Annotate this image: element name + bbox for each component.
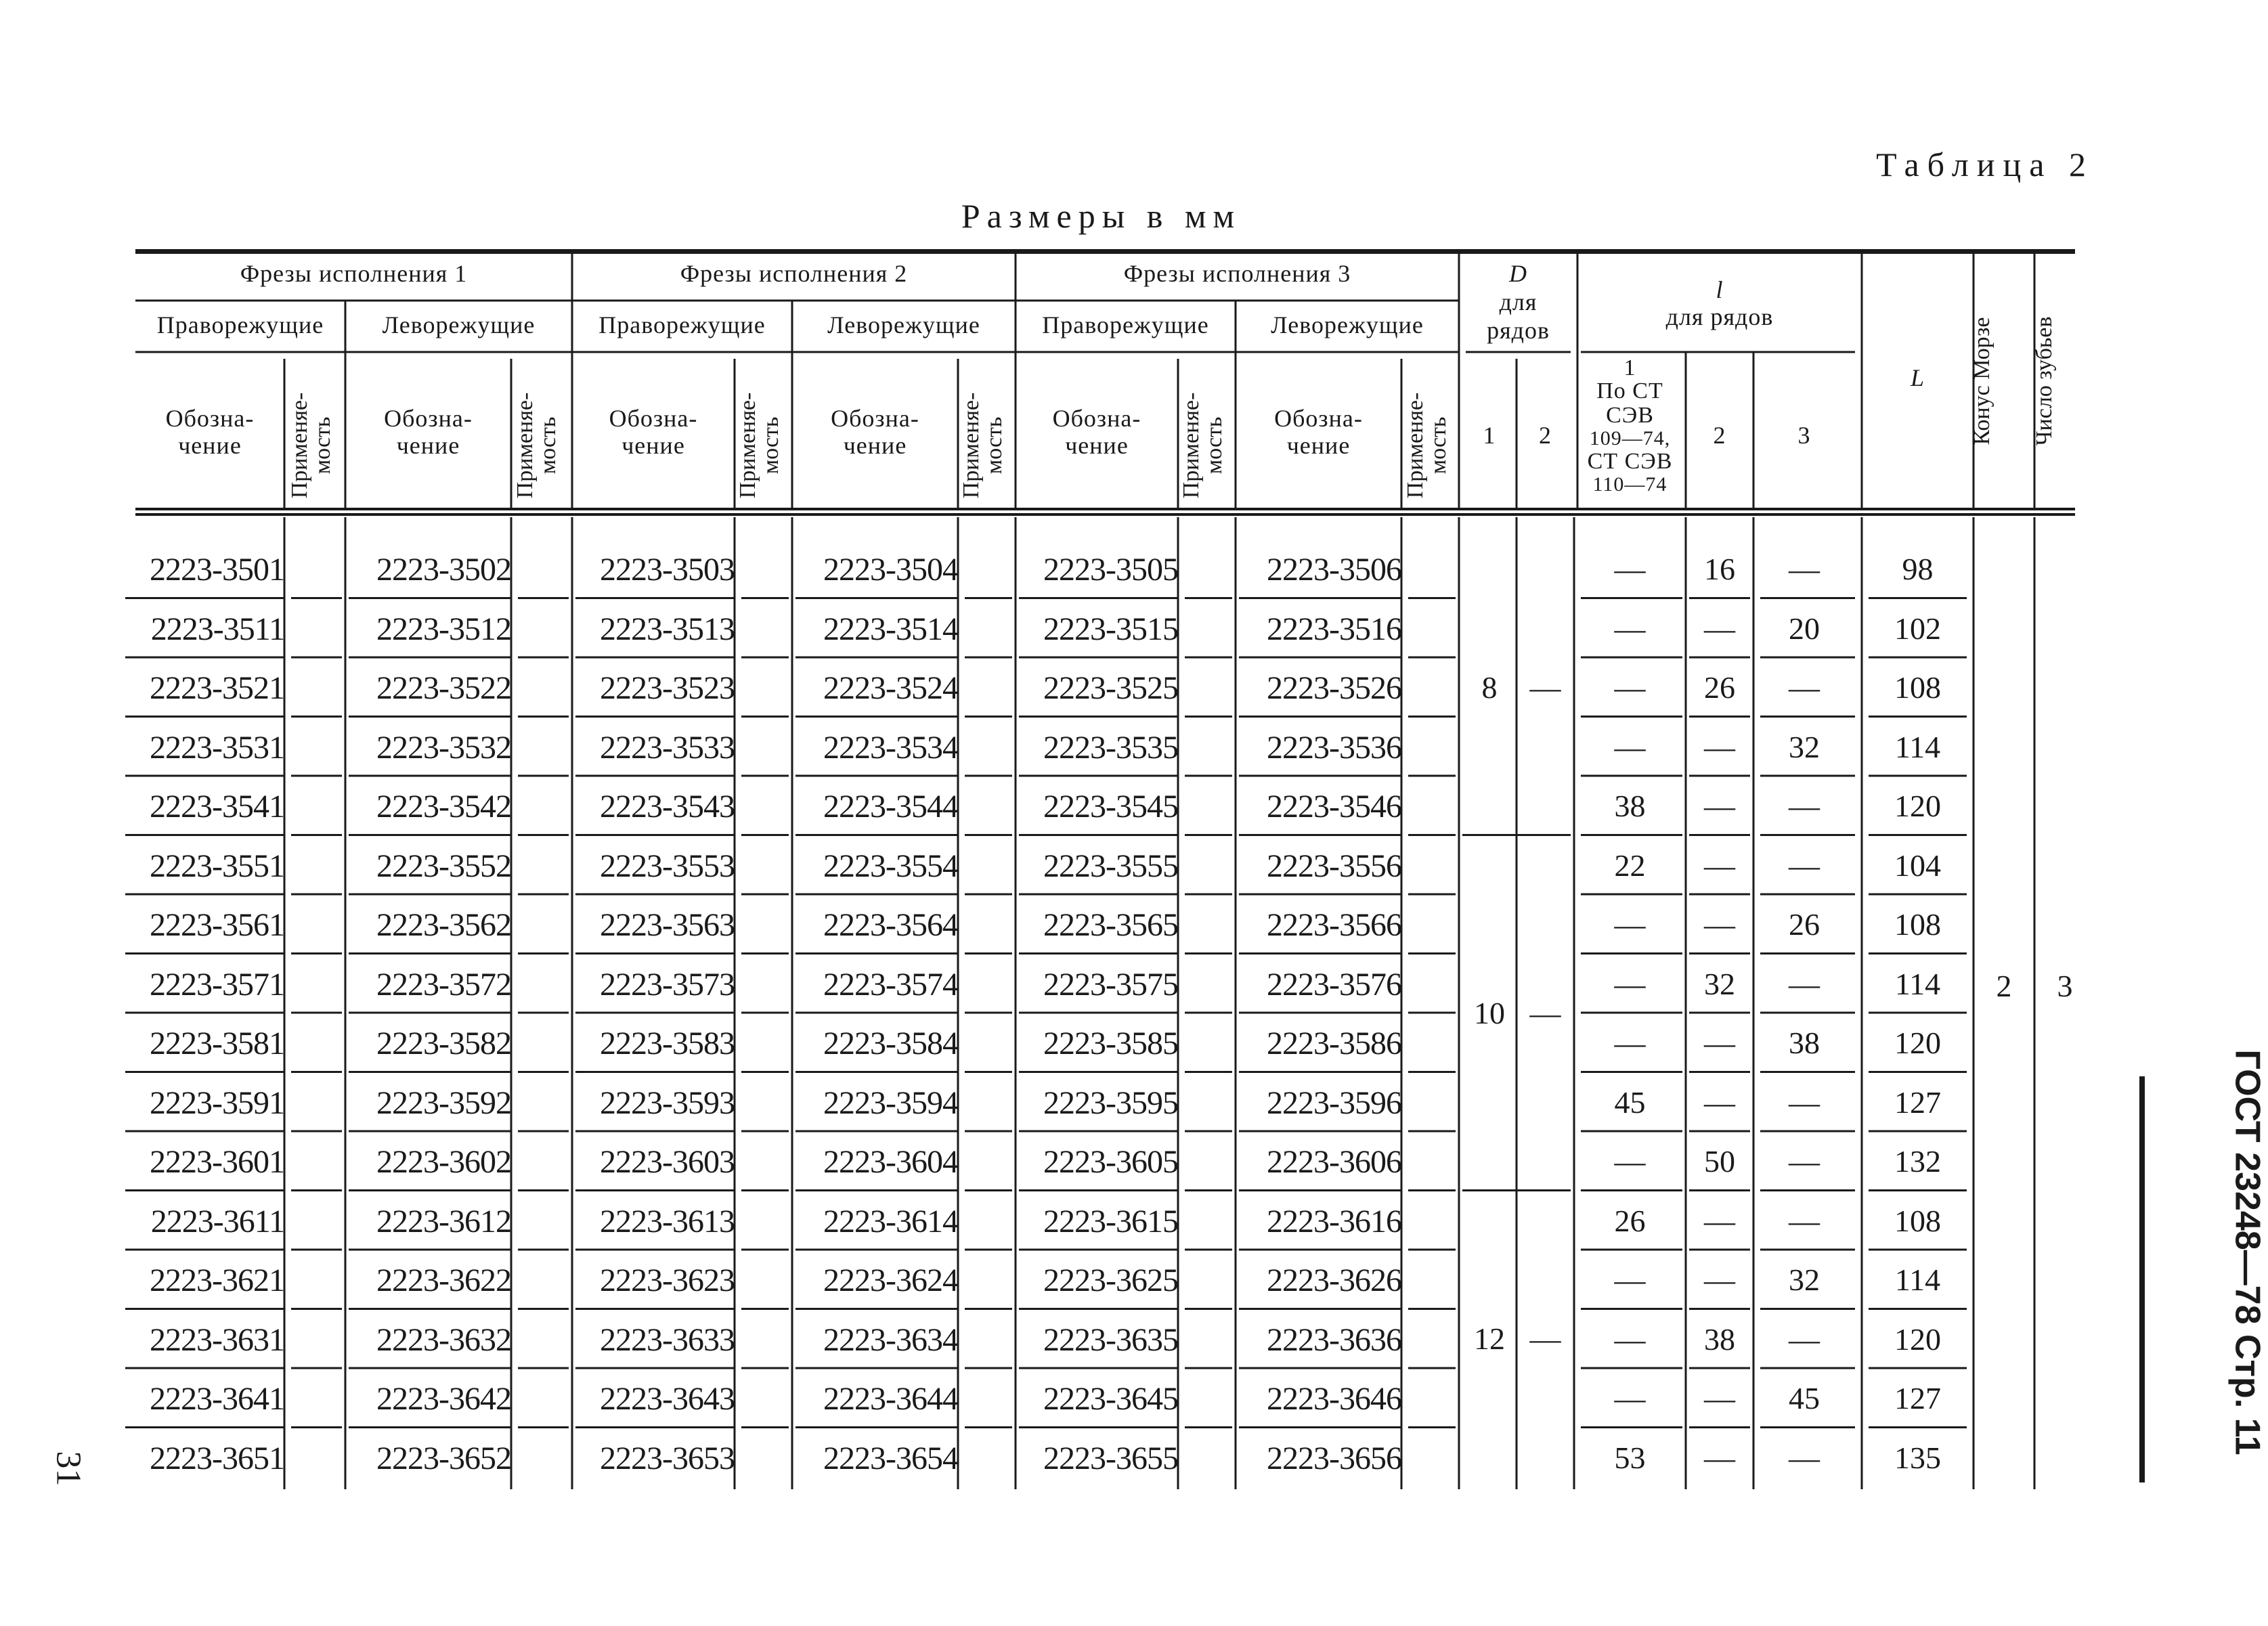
header-v3-left-cut: Леворежущие bbox=[1271, 311, 1424, 338]
header-applicability-line-2: мость bbox=[536, 416, 561, 475]
header-applicability-line-1: Применяе- bbox=[735, 392, 760, 499]
cell-v3-right-designation: 2223-3575 bbox=[1043, 966, 1178, 1003]
cell-v1-left-designation: 2223-3562 bbox=[376, 907, 511, 943]
cell-v2-left-designation: 2223-3524 bbox=[823, 670, 958, 706]
cell-v2-right-designation: 2223-3603 bbox=[600, 1144, 735, 1180]
cell-v1-right-designation: 2223-3601 bbox=[150, 1144, 284, 1180]
cell-l-row1: 22 bbox=[1614, 848, 1646, 883]
cell-l-row2: — bbox=[1704, 1440, 1735, 1475]
cell-v3-right-designation: 2223-3555 bbox=[1043, 848, 1178, 884]
cell-v1-left-designation: 2223-3572 bbox=[376, 966, 511, 1003]
cell-v3-right-designation: 2223-3615 bbox=[1043, 1203, 1178, 1239]
header-l-row-3: 3 bbox=[1797, 422, 1811, 449]
cell-l-row3: — bbox=[1789, 1203, 1820, 1238]
cell-l-row3: 38 bbox=[1789, 1026, 1820, 1060]
header-l-for-rows: для рядов bbox=[1665, 303, 1774, 330]
cell-big-l: 132 bbox=[1894, 1144, 1941, 1179]
cell-v2-right-designation: 2223-3613 bbox=[600, 1203, 735, 1239]
units-caption: Размеры в мм bbox=[961, 197, 1242, 235]
cell-v3-left-designation: 2223-3586 bbox=[1267, 1026, 1401, 1061]
cell-v3-right-designation: 2223-3635 bbox=[1043, 1321, 1178, 1358]
cell-l-row1: — bbox=[1614, 1321, 1646, 1357]
cell-v1-right-designation: 2223-3521 bbox=[150, 670, 284, 706]
header-designation-6: Обозна- bbox=[1274, 405, 1363, 432]
cell-v2-right-designation: 2223-3503 bbox=[600, 552, 735, 588]
header-designation-6: чение bbox=[1286, 432, 1351, 459]
header-variant-2: Фрезы исполнения 2 bbox=[680, 260, 908, 287]
cell-l-row3: — bbox=[1789, 966, 1820, 1001]
cell-v1-left-designation: 2223-3582 bbox=[376, 1026, 511, 1061]
cell-v3-left-designation: 2223-3646 bbox=[1267, 1381, 1401, 1417]
gost-side-rule bbox=[2139, 1076, 2145, 1482]
cell-big-l: 114 bbox=[1894, 1262, 1941, 1297]
cell-v1-right-designation: 2223-3621 bbox=[150, 1262, 284, 1298]
cell-d-row1: 10 bbox=[1474, 996, 1505, 1030]
cell-v2-left-designation: 2223-3544 bbox=[823, 789, 958, 825]
cell-v2-right-designation: 2223-3623 bbox=[600, 1262, 735, 1298]
cell-v2-right-designation: 2223-3563 bbox=[600, 907, 735, 943]
cell-v1-right-designation: 2223-3561 bbox=[150, 907, 284, 943]
cell-v3-right-designation: 2223-3515 bbox=[1043, 611, 1178, 647]
header-v1-left-cut: Леворежущие bbox=[382, 311, 536, 338]
cell-v2-left-designation: 2223-3564 bbox=[823, 907, 958, 943]
cell-v2-left-designation: 2223-3554 bbox=[823, 848, 958, 884]
header-designation-4: чение bbox=[843, 432, 907, 459]
gost-side-title: ГОСТ 23248—78 Стр. 11 bbox=[2227, 1049, 2267, 1455]
cell-teeth-count: 3 bbox=[2057, 969, 2073, 1003]
cell-l-row1: — bbox=[1614, 670, 1646, 705]
cell-l-row2: — bbox=[1704, 1084, 1735, 1120]
cell-v2-left-designation: 2223-3624 bbox=[823, 1262, 958, 1298]
cell-l-row1: — bbox=[1614, 907, 1646, 942]
cell-v3-left-designation: 2223-3596 bbox=[1267, 1084, 1401, 1121]
cell-v2-left-designation: 2223-3644 bbox=[823, 1381, 958, 1417]
cell-l-row3: — bbox=[1789, 1321, 1820, 1357]
cell-l-row1: 38 bbox=[1614, 789, 1646, 823]
cell-v3-left-designation: 2223-3566 bbox=[1267, 907, 1401, 943]
cell-v1-left-designation: 2223-3592 bbox=[376, 1084, 511, 1121]
cell-v1-right-designation: 2223-3641 bbox=[150, 1381, 284, 1417]
cell-v2-left-designation: 2223-3584 bbox=[823, 1026, 958, 1061]
cell-l-row3: 32 bbox=[1789, 1262, 1820, 1297]
cell-v1-right-designation: 2223-3611 bbox=[150, 1203, 284, 1239]
cell-v1-left-designation: 2223-3632 bbox=[376, 1321, 511, 1358]
header-l-row-2: 2 bbox=[1713, 422, 1726, 449]
cell-l-row2: 16 bbox=[1704, 552, 1735, 586]
cell-l-row1: 45 bbox=[1614, 1084, 1646, 1120]
header-applicability-line-2: мость bbox=[982, 416, 1007, 475]
cell-v1-right-designation: 2223-3551 bbox=[150, 848, 284, 884]
cell-v3-right-designation: 2223-3505 bbox=[1043, 552, 1178, 588]
cell-l-row2: — bbox=[1704, 1203, 1735, 1238]
cell-v3-left-designation: 2223-3656 bbox=[1267, 1440, 1401, 1476]
cell-v2-right-designation: 2223-3573 bbox=[600, 966, 735, 1003]
cell-l-row1: — bbox=[1614, 729, 1646, 764]
table-row bbox=[0, 1252, 2202, 1312]
header-designation-2: чение bbox=[396, 432, 460, 459]
cell-l-row3: — bbox=[1789, 552, 1820, 586]
table-row bbox=[0, 778, 2202, 838]
header-v1-right-cut: Праворежущие bbox=[156, 311, 324, 338]
cell-v1-left-designation: 2223-3532 bbox=[376, 729, 511, 766]
cell-l-row1: 53 bbox=[1614, 1440, 1646, 1475]
cell-l-row3: — bbox=[1789, 848, 1820, 883]
cell-l-row3: — bbox=[1789, 1440, 1820, 1475]
cell-d-row2: — bbox=[1529, 1321, 1561, 1357]
header-l-row-1: 1 bbox=[1623, 355, 1636, 380]
table-row bbox=[0, 1075, 2202, 1135]
cell-l-row2: 26 bbox=[1704, 670, 1735, 705]
cell-v1-right-designation: 2223-3571 bbox=[150, 966, 284, 1003]
cell-v2-right-designation: 2223-3553 bbox=[600, 848, 735, 884]
cell-v2-left-designation: 2223-3594 bbox=[823, 1084, 958, 1121]
table-row bbox=[0, 1134, 2202, 1193]
table-row bbox=[0, 542, 2202, 601]
cell-big-l: 108 bbox=[1894, 907, 1941, 942]
cell-v1-right-designation: 2223-3541 bbox=[150, 789, 284, 825]
cell-l-row2: — bbox=[1704, 1262, 1735, 1297]
cell-big-l: 120 bbox=[1894, 1321, 1941, 1357]
header-applicability-line-1: Применяе- bbox=[959, 392, 984, 499]
table-row bbox=[0, 897, 2202, 957]
cell-d-row1: 12 bbox=[1474, 1321, 1505, 1357]
cell-d-row2: — bbox=[1529, 996, 1561, 1030]
cell-d-row1: 8 bbox=[1481, 669, 1498, 705]
cell-v1-left-designation: 2223-3652 bbox=[376, 1440, 511, 1476]
cell-v3-right-designation: 2223-3535 bbox=[1043, 729, 1178, 766]
header-designation-1: Обозна- bbox=[165, 405, 255, 432]
table-row bbox=[0, 660, 2202, 720]
cell-l-row3: — bbox=[1789, 670, 1820, 705]
cell-v1-left-designation: 2223-3522 bbox=[376, 670, 511, 706]
cell-l-row1: — bbox=[1614, 1026, 1646, 1060]
cell-big-l: 108 bbox=[1894, 670, 1941, 705]
header-applicability-line-2: мость bbox=[310, 416, 335, 475]
cell-v2-right-designation: 2223-3593 bbox=[600, 1084, 735, 1121]
cell-v2-right-designation: 2223-3653 bbox=[600, 1440, 735, 1476]
cell-l-row2: — bbox=[1704, 729, 1735, 764]
header-applicability-line-1: Применяе- bbox=[1403, 392, 1428, 499]
header-l-row1-d: СТ СЭВ bbox=[1587, 449, 1673, 474]
table-caption: Таблица 2 bbox=[1876, 146, 2094, 183]
header-variant-1: Фрезы исполнения 1 bbox=[240, 260, 468, 287]
table-row bbox=[0, 1193, 2202, 1253]
cell-d-row2: — bbox=[1529, 669, 1561, 705]
cell-v3-left-designation: 2223-3556 bbox=[1267, 848, 1401, 884]
cell-v2-right-designation: 2223-3583 bbox=[600, 1026, 735, 1061]
header-applicability-line-2: мость bbox=[758, 416, 783, 475]
header-d-rows: рядов bbox=[1487, 317, 1550, 344]
table-row bbox=[0, 720, 2202, 779]
table-row bbox=[0, 601, 2202, 661]
cell-l-row3: — bbox=[1789, 789, 1820, 823]
cell-v1-right-designation: 2223-3511 bbox=[150, 611, 284, 647]
cell-big-l: 114 bbox=[1894, 729, 1941, 764]
cell-v3-left-designation: 2223-3626 bbox=[1267, 1262, 1401, 1298]
table-row bbox=[0, 1015, 2202, 1075]
cell-v1-left-designation: 2223-3502 bbox=[376, 552, 511, 588]
cell-v1-right-designation: 2223-3591 bbox=[150, 1084, 284, 1121]
cell-v1-right-designation: 2223-3581 bbox=[150, 1026, 284, 1061]
cell-big-l: 114 bbox=[1894, 966, 1941, 1001]
cell-v3-left-designation: 2223-3616 bbox=[1267, 1203, 1401, 1239]
cell-v2-left-designation: 2223-3654 bbox=[823, 1440, 958, 1476]
cell-v3-left-designation: 2223-3636 bbox=[1267, 1321, 1401, 1358]
table-row bbox=[0, 1371, 2202, 1430]
cell-l-row2: — bbox=[1704, 611, 1735, 646]
header-designation-5: Обозна- bbox=[1052, 405, 1141, 432]
header-designation-4: Обозна- bbox=[831, 405, 919, 432]
table-row bbox=[0, 1312, 2202, 1371]
cell-v1-left-designation: 2223-3622 bbox=[376, 1262, 511, 1298]
cell-v3-right-designation: 2223-3645 bbox=[1043, 1381, 1178, 1417]
cell-v1-left-designation: 2223-3602 bbox=[376, 1144, 511, 1180]
cell-v2-left-designation: 2223-3574 bbox=[823, 966, 958, 1003]
cell-big-l: 108 bbox=[1894, 1203, 1941, 1238]
cell-v2-left-designation: 2223-3514 bbox=[823, 611, 958, 647]
header-v2-right-cut: Праворежущие bbox=[598, 311, 766, 338]
cell-v1-left-designation: 2223-3512 bbox=[376, 611, 511, 647]
header-designation-3: чение bbox=[621, 432, 685, 459]
header-designation-2: Обозна- bbox=[384, 405, 473, 432]
cell-v1-left-designation: 2223-3552 bbox=[376, 848, 511, 884]
header-v3-right-cut: Праворежущие bbox=[1042, 311, 1209, 338]
header-designation-5: чение bbox=[1065, 432, 1129, 459]
header-designation-3: Обозна- bbox=[609, 405, 698, 432]
cell-v3-left-designation: 2223-3526 bbox=[1267, 670, 1401, 706]
header-applicability-line-1: Применяе- bbox=[513, 392, 538, 499]
cell-v3-right-designation: 2223-3625 bbox=[1043, 1262, 1178, 1298]
cell-big-l: 127 bbox=[1894, 1381, 1941, 1415]
cell-l-row1: — bbox=[1614, 1144, 1646, 1179]
cell-l-row2: — bbox=[1704, 1381, 1735, 1415]
header-v2-left-cut: Леворежущие bbox=[827, 311, 980, 338]
cell-v3-right-designation: 2223-3525 bbox=[1043, 670, 1178, 706]
cell-big-l: 98 bbox=[1902, 552, 1934, 586]
header-applicability-line-2: мость bbox=[1202, 416, 1227, 475]
cell-v3-right-designation: 2223-3585 bbox=[1043, 1026, 1178, 1061]
cell-l-row3: 45 bbox=[1789, 1381, 1820, 1415]
cell-v2-left-designation: 2223-3634 bbox=[823, 1321, 958, 1358]
cell-l-row1: — bbox=[1614, 966, 1646, 1001]
cell-v2-right-designation: 2223-3533 bbox=[600, 729, 735, 766]
header-applicability-line-1: Применяе- bbox=[1179, 392, 1204, 499]
cell-v3-left-designation: 2223-3546 bbox=[1267, 789, 1401, 825]
cell-big-l: 120 bbox=[1894, 789, 1941, 823]
table-row bbox=[0, 1430, 2202, 1490]
cell-v3-right-designation: 2223-3565 bbox=[1043, 907, 1178, 943]
cell-big-l: 120 bbox=[1894, 1026, 1941, 1060]
cell-l-row2: — bbox=[1704, 1026, 1735, 1060]
header-l-row1-a: По СТ bbox=[1596, 378, 1663, 403]
cell-l-row1: — bbox=[1614, 1262, 1646, 1297]
cell-l-row1: — bbox=[1614, 552, 1646, 586]
header-d-row-2: 2 bbox=[1539, 422, 1552, 449]
header-l-row1-e: 110—74 bbox=[1592, 473, 1667, 496]
cell-v2-left-designation: 2223-3534 bbox=[823, 729, 958, 766]
cell-v2-right-designation: 2223-3523 bbox=[600, 670, 735, 706]
header-l-symbol: l bbox=[1716, 276, 1724, 303]
cell-v3-left-designation: 2223-3576 bbox=[1267, 966, 1401, 1003]
header-designation-1: чение bbox=[178, 432, 242, 459]
header-applicability-line-1: Применяе- bbox=[287, 392, 312, 499]
header-d-symbol: D bbox=[1509, 260, 1527, 287]
cell-l-row1: — bbox=[1614, 611, 1646, 646]
cell-l-row3: — bbox=[1789, 1084, 1820, 1120]
cell-v2-right-designation: 2223-3543 bbox=[600, 789, 735, 825]
header-teeth: Число зубьев bbox=[2032, 316, 2057, 446]
cell-v3-right-designation: 2223-3655 bbox=[1043, 1440, 1178, 1476]
cell-v3-left-designation: 2223-3506 bbox=[1267, 552, 1401, 588]
cell-l-row1: 26 bbox=[1614, 1203, 1646, 1238]
cell-v1-left-designation: 2223-3612 bbox=[376, 1203, 511, 1239]
cell-big-l: 127 bbox=[1894, 1084, 1941, 1120]
cell-v3-left-designation: 2223-3516 bbox=[1267, 611, 1401, 647]
cell-v2-right-designation: 2223-3513 bbox=[600, 611, 735, 647]
cell-l-row1: — bbox=[1614, 1381, 1646, 1415]
cell-l-row2: 32 bbox=[1704, 966, 1735, 1001]
table-row bbox=[0, 957, 2202, 1016]
header-applicability-line-2: мость bbox=[1426, 416, 1451, 475]
cell-l-row2: 50 bbox=[1704, 1144, 1735, 1179]
cell-v1-right-designation: 2223-3631 bbox=[150, 1321, 284, 1358]
cell-v2-left-designation: 2223-3604 bbox=[823, 1144, 958, 1180]
cell-v2-right-designation: 2223-3633 bbox=[600, 1321, 735, 1358]
cell-l-row3: 32 bbox=[1789, 729, 1820, 764]
cell-v2-left-designation: 2223-3504 bbox=[823, 552, 958, 588]
header-variant-3: Фрезы исполнения 3 bbox=[1123, 260, 1351, 287]
cell-morse-cone: 2 bbox=[1996, 969, 2012, 1003]
header-d-row-1: 1 bbox=[1483, 422, 1496, 449]
cell-v1-right-designation: 2223-3651 bbox=[150, 1440, 284, 1476]
cell-v2-right-designation: 2223-3643 bbox=[600, 1381, 735, 1417]
cell-l-row2: 38 bbox=[1704, 1321, 1735, 1357]
cell-l-row2: — bbox=[1704, 848, 1735, 883]
header-big-l: L bbox=[1910, 364, 1925, 391]
table-row bbox=[0, 838, 2202, 898]
header-l-row1-c: 109—74, bbox=[1589, 427, 1671, 449]
cell-v3-left-designation: 2223-3606 bbox=[1267, 1144, 1401, 1180]
cell-l-row3: 26 bbox=[1789, 907, 1820, 942]
header-morse: Конус Морзе bbox=[1969, 317, 1994, 445]
cell-v3-left-designation: 2223-3536 bbox=[1267, 729, 1401, 766]
cell-v3-right-designation: 2223-3605 bbox=[1043, 1144, 1178, 1180]
cell-l-row3: — bbox=[1789, 1144, 1820, 1179]
cell-v1-right-designation: 2223-3501 bbox=[150, 552, 284, 588]
header-l-row1-b: СЭВ bbox=[1606, 403, 1654, 428]
cell-l-row3: 20 bbox=[1789, 611, 1820, 646]
header-d-for: для bbox=[1499, 288, 1538, 315]
cell-v1-right-designation: 2223-3531 bbox=[150, 729, 284, 766]
cell-big-l: 135 bbox=[1894, 1440, 1941, 1475]
cell-v2-left-designation: 2223-3614 bbox=[823, 1203, 958, 1239]
cell-l-row2: — bbox=[1704, 789, 1735, 823]
cell-v1-left-designation: 2223-3542 bbox=[376, 789, 511, 825]
cell-v3-right-designation: 2223-3595 bbox=[1043, 1084, 1178, 1121]
cell-v1-left-designation: 2223-3642 bbox=[376, 1381, 511, 1417]
cell-l-row2: — bbox=[1704, 907, 1735, 942]
cell-big-l: 102 bbox=[1894, 611, 1941, 646]
cell-big-l: 104 bbox=[1894, 848, 1941, 883]
cell-v3-right-designation: 2223-3545 bbox=[1043, 789, 1178, 825]
page-number: 31 bbox=[49, 1451, 88, 1487]
